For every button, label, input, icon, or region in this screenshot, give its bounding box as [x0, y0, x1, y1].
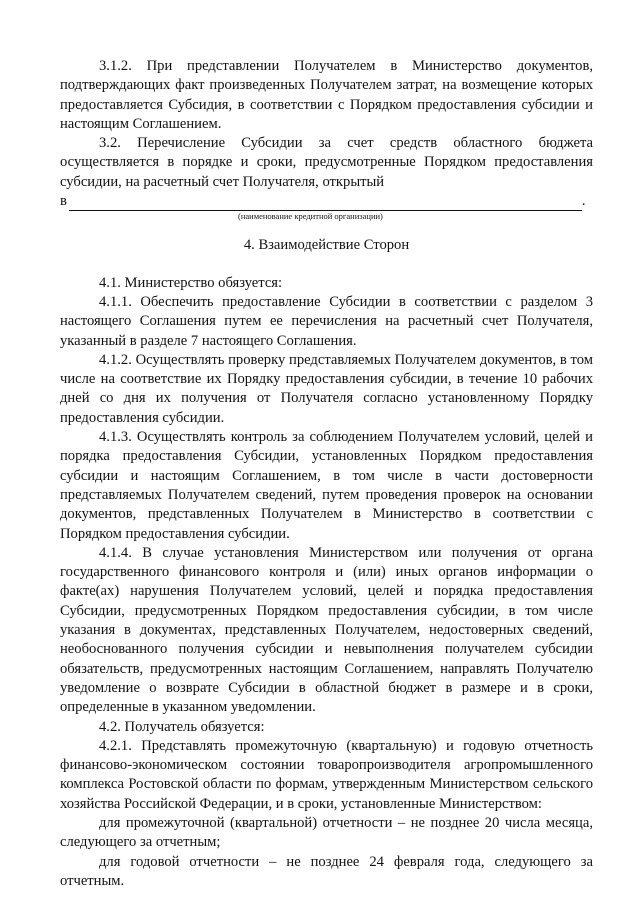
section-title: 4. Взаимодействие Сторон — [243, 237, 410, 254]
bank-name-line — [60, 192, 593, 211]
paragraph-4-2-1: 4.2.1. Представлять промежуточную (квартальную) и годовую отчетность финансово-экономическом состоянии товаропроизводителя агропромышленного комплекса Ростовской области по формам, утвержденным Министерством сельского хозяйства Российской Федерации, и в сроки, установленные Министерством: — [60, 737, 593, 812]
paragraph-4-2: 4.2. Получатель обязуется: — [99, 718, 265, 735]
paragraph-annual-deadline: для годовой отчетности – не позднее 24 февраля года, следующего за отчетным. — [60, 853, 593, 889]
paragraph-3-1-2: 3.1.2. При представлении Получателем в Министерство документов, подтверждающих факт произведенных Получателем затрат, на возмещение которых предоставляется Субсидия, в соответствии с Порядком предоставления субсидии и настоящим Соглашением. — [60, 58, 593, 132]
paragraph-4-1-2: 4.1.2. Осуществлять проверку представляемых Получателем документов, в том числе на соответствие их Порядку предоставления субсидии, в течение 10 рабочих дней со дня их получения от Получателя согласно установленному Порядку предоставления субсидии. — [60, 351, 593, 426]
fill-line-lead: в — [60, 193, 67, 210]
blank-rule — [69, 196, 582, 211]
paragraph-quarterly-deadline: для промежуточной (квартальной) отчетности – не позднее 20 числа месяца, следующего за отчетным; — [60, 814, 593, 851]
paragraph-4-1-1: 4.1.1. Обеспечить предоставление Субсидии в соответствии с разделом 3 настоящего Соглашения путем ее перечисления на расчетный счет Получателя, указанный в разделе 7 настоящего Соглашения. — [60, 293, 593, 349]
paragraph-4-1-3: 4.1.3. Осуществлять контроль за соблюдением Получателем условий, целей и порядка предоставления Субсидии, установленных Порядком предоставления субсидии и настоящим Соглашением, в том числе в части достоверности представляемых Получателем сведений, путем проведения проверок на основании документов, представленных Получателем в Министерство в соответствии с Порядком предоставления субсидии. — [60, 429, 593, 542]
paragraph-4-1: 4.1. Министерство обязуется: — [99, 274, 283, 291]
fill-line-end: . — [581, 193, 586, 210]
bank-name-caption: (наименование кредитной организации) — [238, 211, 383, 222]
paragraph-3-2: 3.2. Перечисление Субсидии за счет средств областного бюджета осуществляется в порядке и сроки, предусмотренные Порядком предоставления субсидии, на расчетный счет Получателя, открытый — [60, 135, 593, 190]
paragraph-4-1-4: 4.1.4. В случае установления Министерством или получения от органа государственного финансового контроля и (или) иных органов информации о факте(ах) нарушения Получателем условий, целей и порядка предоставления Субсидии, предусмотренных Порядком предоставления субсидии, в том числе указания в документах, представленных Получателем, недостоверных сведений, необоснованного получения субсидии и невыполнения получателем субсидии обязательств, предусмотренных настоящим Соглашением, направлять Получателю уведомление о возврате Субсидии в областной бюджет в размере и в сроки, определенные в указанном уведомлении. — [60, 544, 593, 716]
